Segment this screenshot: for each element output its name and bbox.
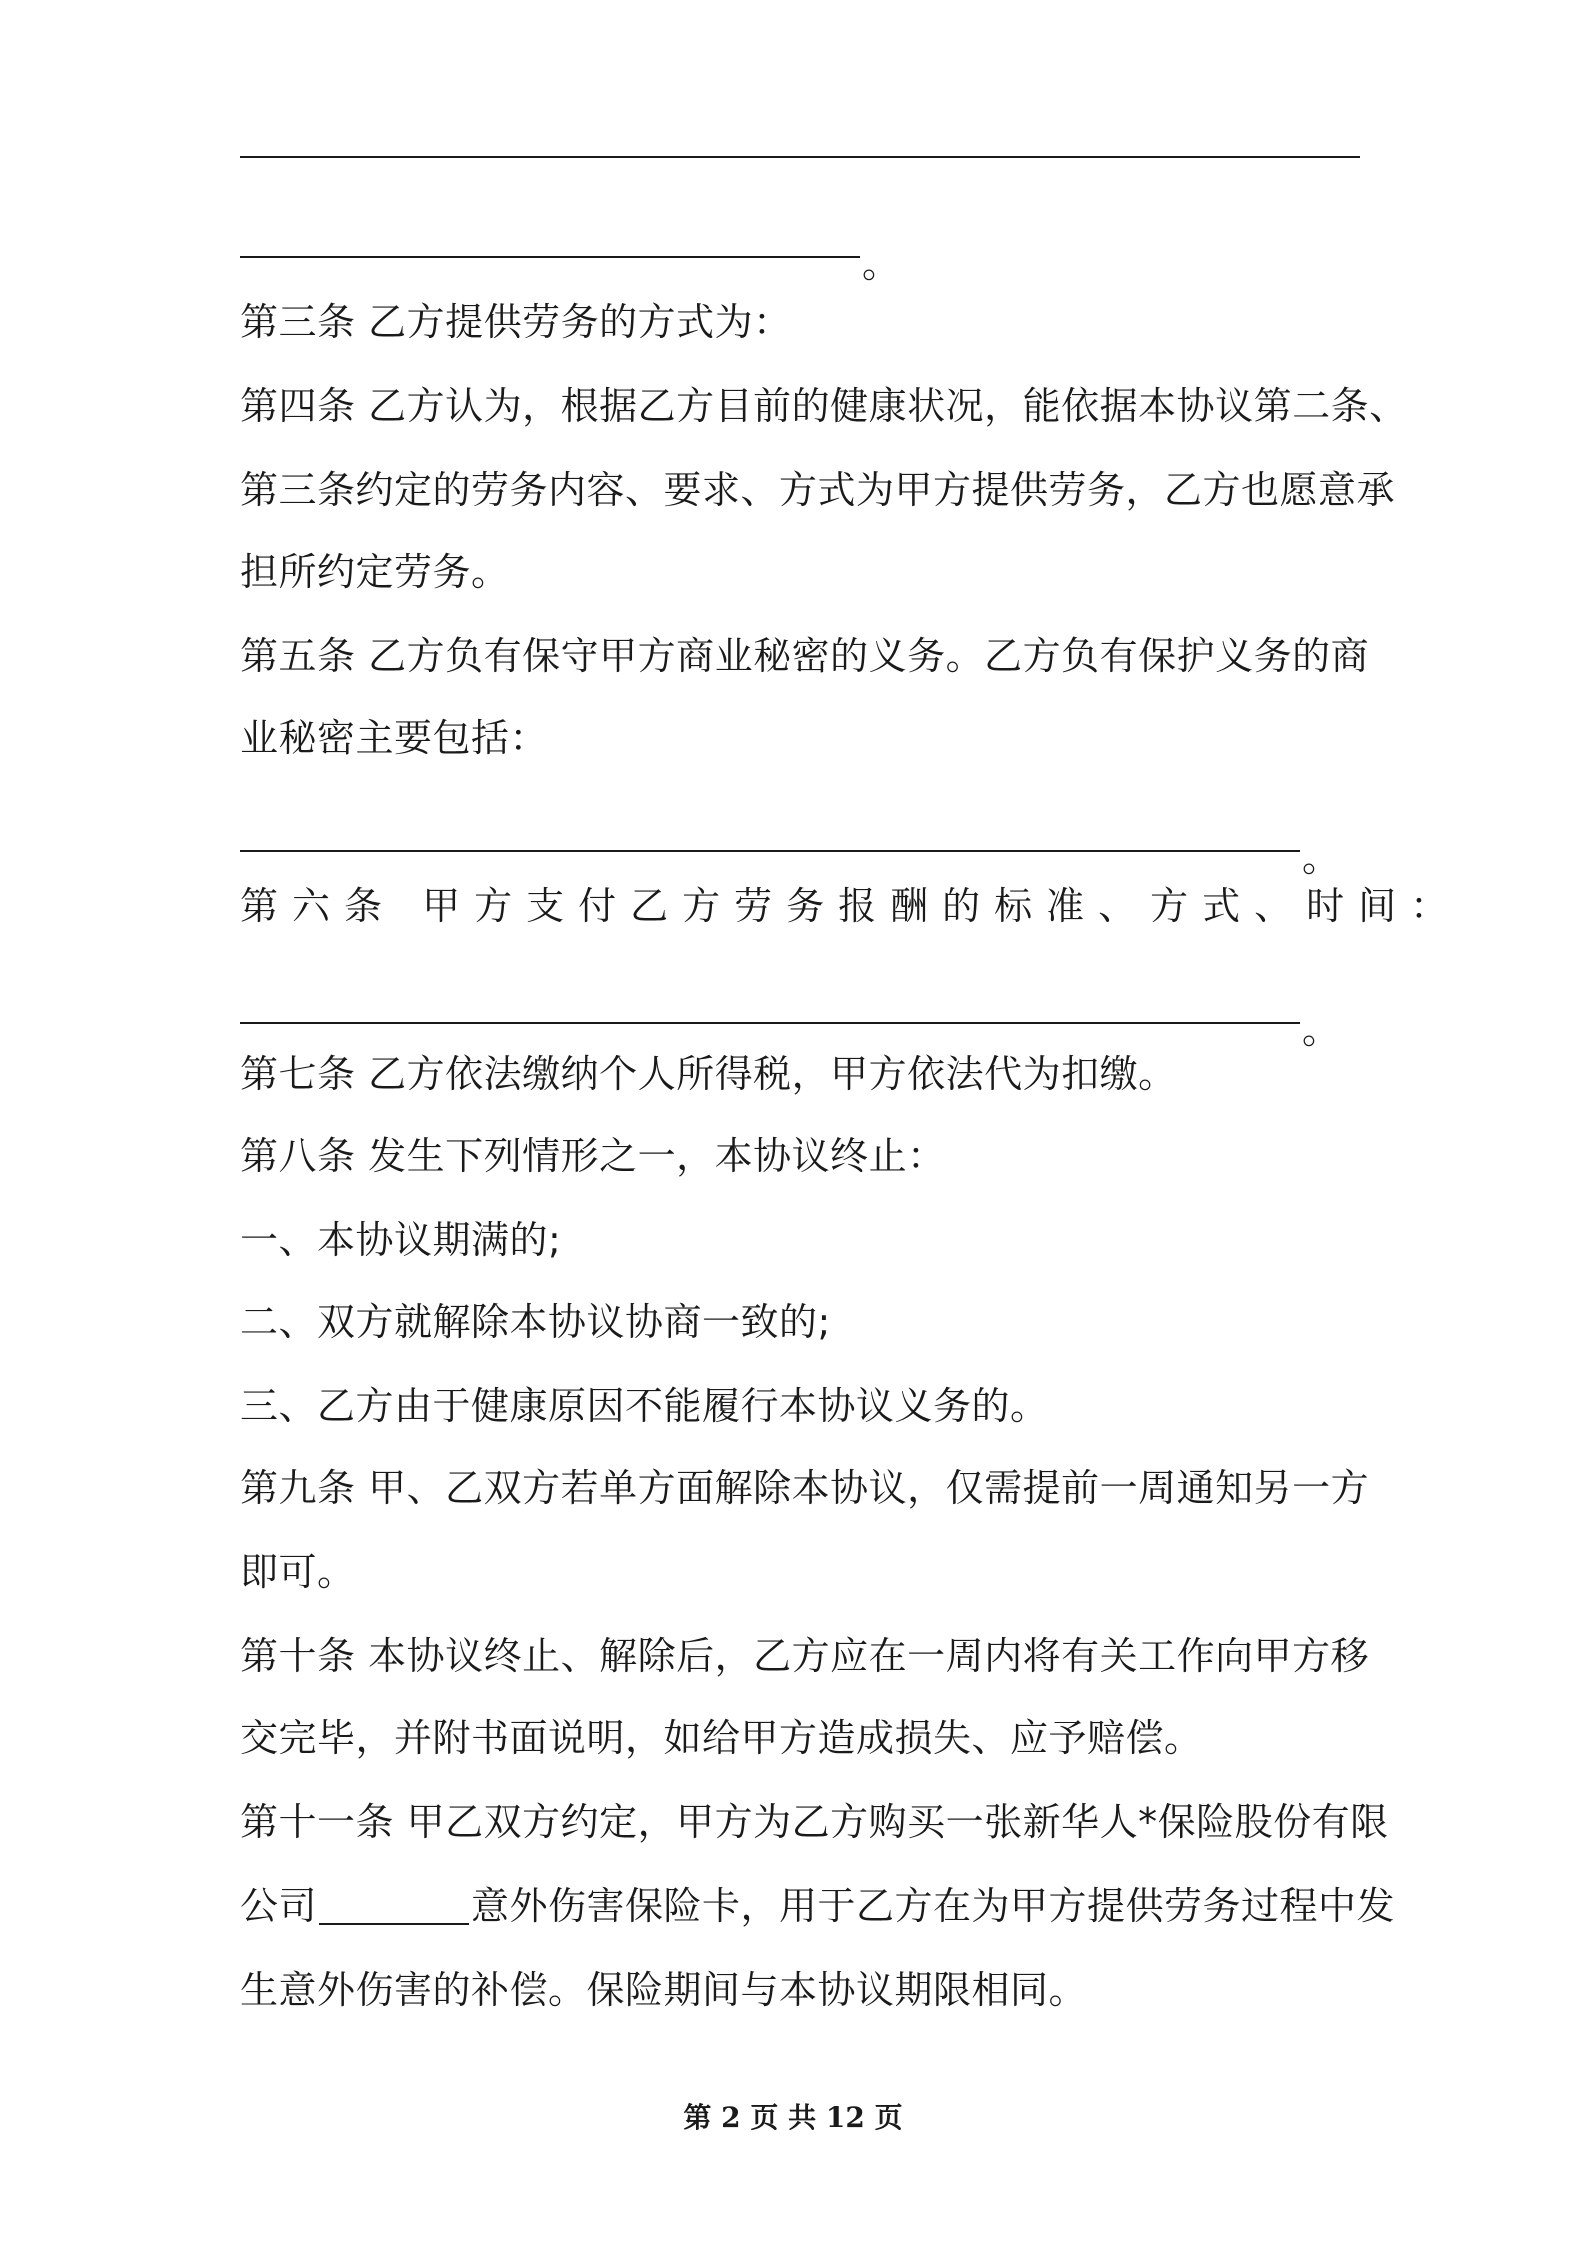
fill-blank-bar — [240, 256, 860, 258]
article-10-line-2: 交完毕，并附书面说明，如给甲方造成损失、应予赔偿。 — [240, 1716, 1203, 1760]
article-11-line-3: 生意外伤害的补偿。保险期间与本协议期限相同。 — [240, 1968, 1088, 2012]
article-4-line-3: 担所约定劳务。 — [240, 550, 510, 594]
article-6: 第六条 甲方支付乙方劳务报酬的标准、方式、时间： — [240, 884, 1463, 928]
article-11-line-2 — [240, 1880, 1395, 1932]
fill-blank-bar — [240, 1022, 1300, 1024]
fill-blank-period: 。 — [862, 242, 901, 286]
list-item-3: 三、乙方由于健康原因不能履行本协议义务的。 — [240, 1384, 1049, 1428]
article-4-line-1: 第四条 乙方认为，根据乙方目前的健康状况，能依据本协议第二条、 — [240, 384, 1408, 428]
article-10-line-1: 第十条 本协议终止、解除后，乙方应在一周内将有关工作向甲方移 — [240, 1634, 1370, 1678]
article-7: 第七条 乙方依法缴纳个人所得税，甲方依法代为扣缴。 — [240, 1052, 1177, 1096]
fill-blank-1 — [240, 242, 901, 298]
fill-blank-period: 。 — [1302, 1008, 1341, 1052]
top-fill-line — [240, 156, 1360, 158]
article-5-line-1: 第五条 乙方负有保守甲方商业秘密的义务。乙方负有保护义务的商 — [240, 634, 1370, 678]
list-item-2: 二、双方就解除本协议协商一致的; — [240, 1300, 831, 1344]
article-11-line-2-start: 公司 — [240, 1884, 318, 1928]
article-11-line-1: 第十一条 甲乙双方约定，甲方为乙方购买一张新华人*保险股份有限 — [240, 1800, 1389, 1844]
article-3: 第三条 乙方提供劳务的方式为： — [240, 300, 792, 344]
article-5-line-2: 业秘密主要包括： — [240, 716, 549, 760]
article-9-line-2: 即可。 — [240, 1550, 356, 1594]
article-9-line-1: 第九条 甲、乙双方若单方面解除本协议，仅需提前一周通知另一方 — [240, 1466, 1370, 1510]
fill-blank-bar — [240, 850, 1300, 852]
list-item-1: 一、本协议期满的; — [240, 1218, 562, 1262]
page-number-footer: 第 2 页 共 12 页 — [683, 2101, 903, 2134]
insurance-number-blank — [319, 1923, 469, 1925]
article-11-line-2-end: 意外伤害保险卡，用于乙方在为甲方提供劳务过程中发 — [471, 1884, 1396, 1928]
fill-blank-period: 。 — [1302, 836, 1341, 880]
article-8: 第八条 发生下列情形之一，本协议终止： — [240, 1134, 946, 1178]
article-4-line-2: 第三条约定的劳务内容、要求、方式为甲方提供劳务，乙方也愿意承 — [240, 468, 1396, 512]
